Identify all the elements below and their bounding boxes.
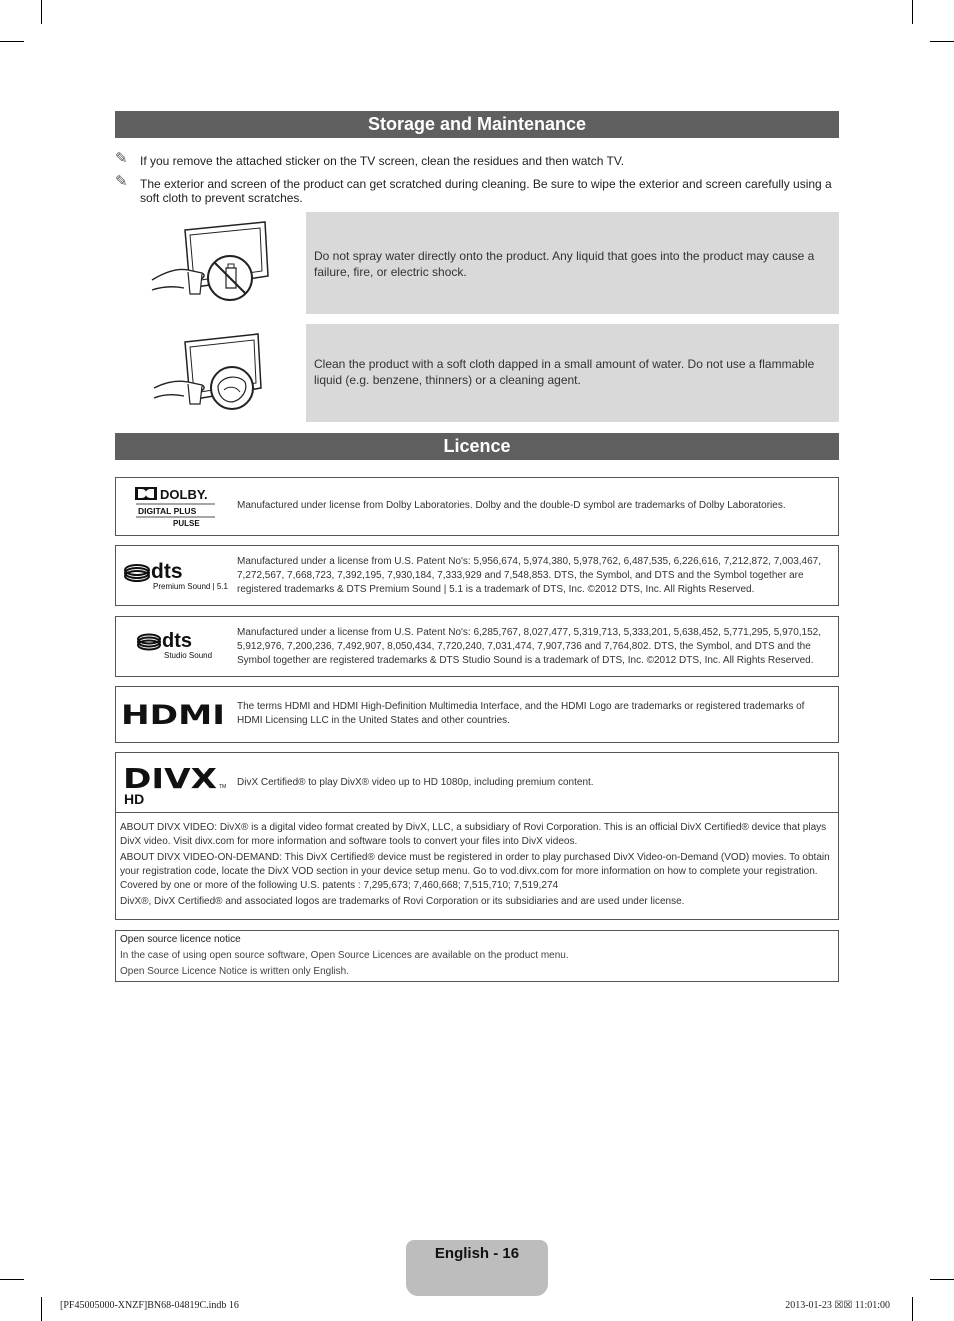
page-number-label: English - 16: [434, 1245, 520, 1262]
open-source-line: In the case of using open source software, Open Source Licences are available on the product menu.: [120, 950, 569, 961]
licence-item-dts-studio: [115, 616, 839, 677]
crop-mark: [41, 1297, 42, 1321]
licence-item-divx: [115, 752, 839, 920]
crop-mark: [0, 1279, 24, 1280]
dts-logo-wordmark: dts: [151, 560, 183, 583]
licence-item-dolby: [115, 477, 839, 536]
divx-details: [120, 821, 832, 911]
hdmi-logo-wordmark: HDMI: [121, 700, 225, 728]
warning-text: Do not spray water directly onto the product. Any liquid that goes into the product may cause a failure, fire, or electric shock.: [314, 249, 815, 279]
licence-text: The terms HDMI and HDMI High-Definition Multimedia Interface, and the HDMI Logo are trademarks or registered trademarks of HDMI Licensing LLC in the United States and other countries.: [237, 701, 805, 726]
crop-mark: [912, 0, 913, 24]
divx-logo-icon: [121, 760, 231, 806]
divx-logo-hd: HD: [124, 791, 145, 806]
footer-file-name: [PF45005000-XNZF]BN68-04819C.indb 16: [60, 1300, 239, 1311]
licence-text: Manufactured under a license from U.S. Patent No's: 6,285,767, 8,027,477, 5,319,713, 5,333,201, 5,638,452, 5,771,295, 5,970,152, 5,912,976, 7,200,236, 7,492,907, 8,050,434, 7,720,240, 7,031,474, 7,907,736 and 7,764,802. DTS, the Symbol, and DTS and the Symbol together are registered trademarks & DTS Studio Sound is a trademark of DTS, Inc. ©2012 DTS, Inc. All Rights Reserved.: [237, 627, 821, 666]
warning-box: [306, 212, 839, 314]
open-source-title: Open source licence notice: [120, 934, 241, 945]
dolby-logo-icon: [121, 485, 231, 529]
crop-mark: [930, 1279, 954, 1280]
dts-premium-logo-icon: [121, 556, 231, 596]
dolby-logo-pulse: PULSE: [173, 519, 200, 528]
divx-logo-tm: TM: [219, 784, 227, 790]
footer-timestamp: 2013-01-23 ☒☒ 11:01:00: [785, 1300, 890, 1311]
licence-text: Manufactured under a license from U.S. Patent No's: 5,956,674, 5,974,380, 5,978,762, 6,487,535, 6,226,616, 7,212,872, 7,003,467, 7,272,567, 7,668,723, 7,392,195, 7,930,184, 7,333,929 and 7,548,853. DTS, the Symbol, and DTS and the Symbol together are registered trademarks & DTS Premium Sound | 5.1 is a trademark of DTS, Inc. ©2012 DTS, Inc. All Rights Reserved.: [237, 556, 821, 595]
open-source-notice: [115, 930, 839, 982]
page-number-tab: [406, 1240, 548, 1296]
pencil-note-icon: ✎: [115, 173, 128, 190]
crop-mark: [930, 41, 954, 42]
dts-logo-wordmark: dts: [162, 630, 192, 652]
dolby-logo-wordmark: DOLBY.: [160, 487, 208, 502]
divx-paragraph: ABOUT DIVX VIDEO: DivX® is a digital video format created by DivX, LLC, a subsidiary of Rovi Corporation. This is an official DivX Certified® device that plays DivX video. Visit divx.com for more information and software tools to convert your files into DivX videos.: [120, 822, 827, 847]
warning-box: [306, 324, 839, 422]
divx-logo-wordmark: DIVX: [123, 762, 218, 795]
dts-studio-logo-icon: [121, 627, 231, 667]
pencil-note-icon: ✎: [115, 150, 128, 167]
open-source-line: Open Source Licence Notice is written only English.: [120, 966, 350, 977]
cloth-cleaning-illustration-icon: [150, 330, 275, 430]
no-spray-illustration-icon: [150, 218, 275, 318]
dts-logo-sub: Studio Sound: [164, 651, 213, 660]
licence-text: DivX Certified® to play DivX® video up to HD 1080p, including premium content.: [237, 777, 594, 788]
note-item: [115, 173, 839, 207]
note-text: The exterior and screen of the product can get scratched during cleaning. Be sure to wipe the exterior and screen carefully using a soft cloth to prevent scratches.: [140, 177, 832, 205]
dts-logo-sub: Premium Sound | 5.1: [153, 582, 229, 591]
divx-paragraph: ABOUT DIVX VIDEO-ON-DEMAND: This DivX Certified® device must be registered in order to play purchased DivX Video-on-Demand (VOD) movies. To obtain your registration code, locate the DivX VOD section in your device setup menu. Go to vod.divx.com for more information on how to complete your registration. Covered by one or more of the following U.S. patents : 7,295,673; 7,460,668; 7,515,710; 7,519,274: [120, 852, 830, 891]
licence-item-hdmi: [115, 686, 839, 743]
hdmi-logo-icon: [121, 700, 231, 728]
note-item: [115, 150, 839, 170]
warning-text: Clean the product with a soft cloth dapped in a small amount of water. Do not use a flammable liquid (e.g. benzene, thinners) or a cleaning agent.: [314, 357, 815, 387]
note-text: If you remove the attached sticker on the TV screen, clean the residues and then watch TV.: [140, 154, 625, 168]
crop-mark: [912, 1297, 913, 1321]
licence-section-title: Licence: [115, 433, 839, 460]
licence-item-dts-premium: [115, 545, 839, 606]
divider: [116, 812, 838, 813]
divx-paragraph: DivX®, DivX Certified® and associated logos are trademarks of Rovi Corporation or its subsidiaries and are used under license.: [120, 896, 685, 907]
crop-mark: [0, 41, 24, 42]
dolby-logo-sub: DIGITAL PLUS: [138, 506, 197, 516]
licence-text: Manufactured under license from Dolby Laboratories. Dolby and the double-D symbol are trademarks of Dolby Laboratories.: [237, 500, 786, 511]
storage-section-title: Storage and Maintenance: [115, 111, 839, 138]
crop-mark: [41, 0, 42, 24]
